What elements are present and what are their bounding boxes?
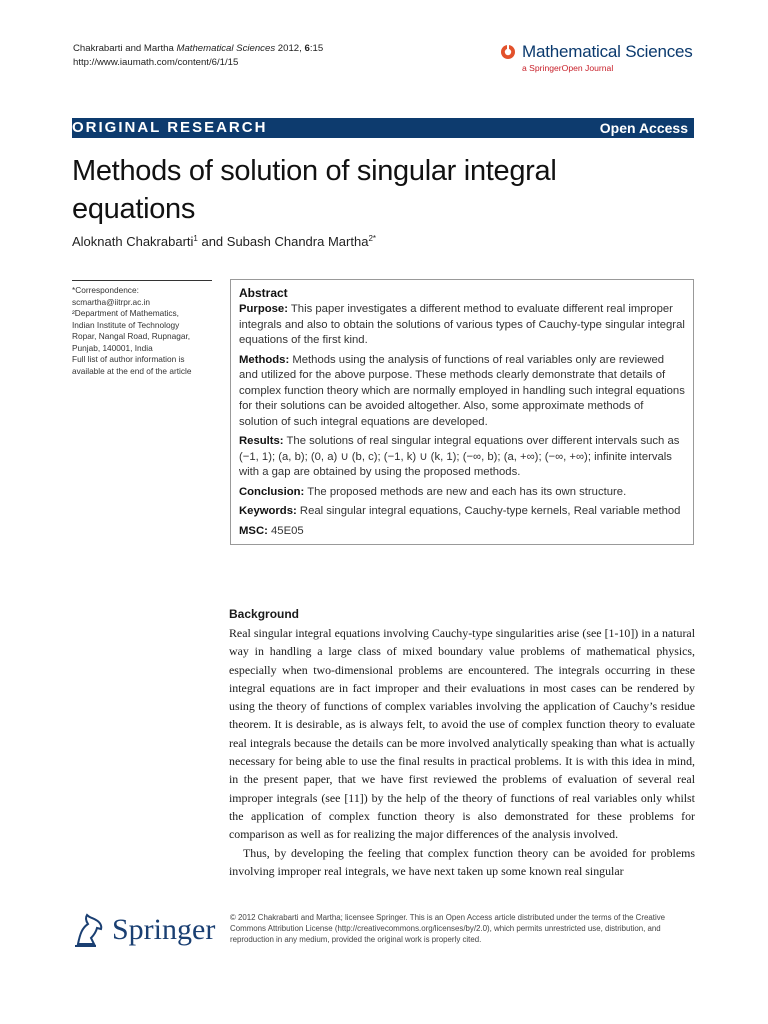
body-paragraph: Real singular integral equations involving Cauchy-type singularities arise (see [1-10]) in a natural way in handling a large class of mixed boundary value problems of mathematical physics, especially when two-dimensional problems are encountered. The integrals occurring in these integral equations are in fact improper and their evaluations in most cases can be rendered by using the theory of functions of complex variables involving the application of Cauchy’s residue theorem. It is desirable, as is always felt, to avoid the use of complex function theory to evaluate real integrals because the details can be more involved analytically speaking than what is actually necessary for being able to use the final results in practical problems. It is with this idea in mind, in the present paper, that we have first reviewed the problems of evaluation of several real improper integrals (see [11]) by the help of the theory of functions of real variables only whilst the application of complex function theory is also demonstrated for these problems for comparison as well as for realizing the major differences of the analysis involved.: [229, 626, 695, 842]
publisher-name: Springer: [112, 913, 216, 946]
abstract-keywords: [239, 504, 685, 520]
sidebar-line: Ropar, Nangal Road, Rupnagar,: [72, 331, 191, 341]
sidebar-rule: [72, 280, 212, 281]
journal-subtitle: a SpringerOpen Journal: [522, 63, 614, 73]
article-type-label: ORIGINAL RESEARCH: [72, 119, 268, 136]
sidebar-line: Full list of author information is: [72, 354, 185, 364]
author-affiliation-mark: 1: [193, 234, 198, 243]
citation-authors: Chakrabarti and Martha: [73, 43, 174, 54]
author-separator: and: [197, 234, 227, 249]
correspondence-email[interactable]: scmartha@iitrpr.ac.in: [72, 296, 151, 307]
abstract-msc-text: 45E05: [271, 524, 304, 537]
abstract-heading: Abstract: [239, 286, 288, 300]
section-heading: Background: [229, 607, 300, 621]
correspondence-sidebar: [72, 285, 222, 377]
sidebar-line: *Correspondence:: [72, 285, 139, 295]
abstract-conclusion-label: Conclusion:: [239, 485, 305, 498]
springer-logo: [72, 912, 215, 948]
citation-header: [73, 42, 323, 70]
abstract-purpose: [239, 302, 685, 349]
article-body: [229, 606, 695, 880]
journal-logo-icon: [500, 44, 516, 60]
springer-horse-icon: [72, 912, 106, 948]
journal-logo: [500, 42, 693, 73]
abstract-msc-label: MSC:: [239, 524, 268, 537]
abstract-keywords-label: Keywords:: [239, 505, 297, 517]
citation-url[interactable]: http://www.iaumath.com/content/6/1/15: [73, 57, 239, 68]
abstract-methods-text: Methods using the analysis of functions of real variables only are reviewed and utilized for the above purpose. These methods clearly demonstrate that details of complex function theory which are normally employed in handling such integral equations for their solutions can be avoided altogether. Also, some approximate methods of solution of such integral equations are developed.: [239, 353, 685, 428]
abstract-keywords-text: Real singular integral equations, Cauchy-type kernels, Real variable method: [299, 505, 681, 517]
abstract-purpose-label: Purpose:: [239, 303, 288, 315]
abstract-results-text: The solutions of real singular integral equations over different intervals such as (−1, 1); (a, b); (0, a) ∪ (b, c); (−1, k) ∪ (k, 1); (−∞, b); (a, +∞); (−∞, +∞); infinite intervals with a gap are obtained by using the proposed methods.: [239, 435, 680, 478]
sidebar-line: available at the end of the article: [72, 365, 192, 376]
abstract-methods: [239, 353, 685, 431]
abstract-box: [230, 279, 694, 545]
article-type-banner: [72, 118, 694, 138]
citation-year: 2012,: [277, 43, 302, 54]
sidebar-line: Punjab, 140001, India: [72, 342, 153, 353]
body-paragraph: Thus, by developing the feeling that complex function theory can be avoided for problems involving improper real integrals, we have next taken up some known real singular: [229, 845, 695, 878]
author-name[interactable]: Aloknath Chakrabarti: [72, 234, 194, 249]
author-list: [72, 234, 376, 249]
sidebar-line: Indian Institute of Technology: [72, 319, 180, 330]
abstract-conclusion-text: The proposed methods are new and each has its own structure.: [307, 485, 627, 498]
abstract-msc: [239, 524, 685, 540]
paper-title: Methods of solution of singular integral equations: [72, 155, 557, 225]
open-access-badge: Open Access: [599, 120, 688, 136]
abstract-conclusion: [239, 485, 685, 501]
abstract-methods-label: Methods:: [239, 353, 290, 366]
citation-article: :15: [309, 43, 324, 54]
abstract-results-label: Results:: [239, 435, 284, 447]
abstract-results: [239, 434, 685, 481]
citation-line: [73, 42, 323, 56]
author-affiliation-mark: 2*: [368, 234, 376, 243]
abstract-purpose-text: This paper investigates a different method to evaluate different real improper integrals and also to obtain the solutions of various types of Cauchy-type singular integral equations of the first kind.: [239, 303, 685, 346]
author-name[interactable]: Subash Chandra Martha: [226, 234, 369, 249]
sidebar-line: ²Department of Mathematics,: [72, 308, 179, 318]
license-text: © 2012 Chakrabarti and Martha; licensee Springer. This is an Open Access article distributed under the terms of the Creative Commons Attribution License (http://creativecommons.org/licenses/by/2.0), which permits unrestricted use, distribution, and reproduction in any medium, provided the original work is properly cited.: [230, 913, 666, 944]
journal-title: Mathematical Sciences: [522, 42, 693, 61]
citation-journal: Mathematical Sciences: [176, 43, 276, 54]
citation-volume: 6: [304, 43, 310, 54]
